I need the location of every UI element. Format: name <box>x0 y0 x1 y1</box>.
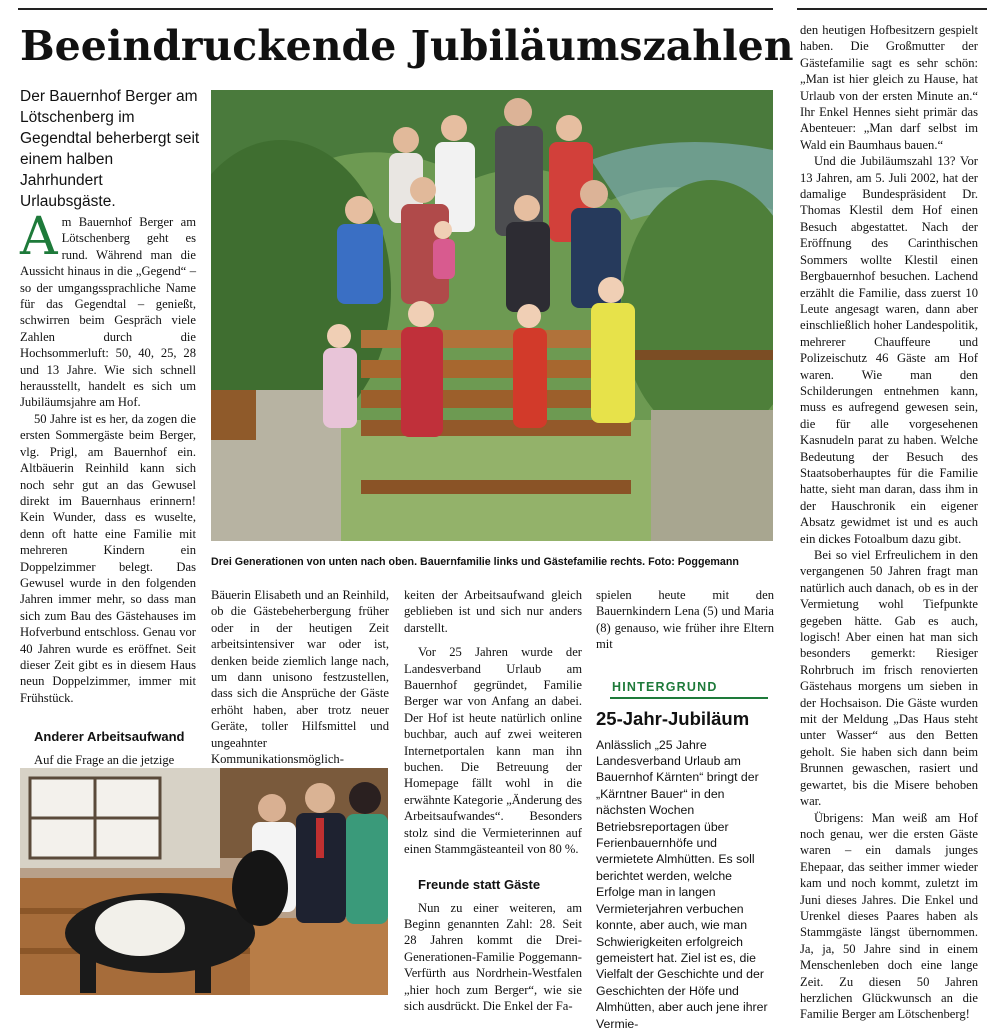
column-5 <box>800 22 978 1023</box>
subhead-freunde: Freunde statt Gäste <box>418 876 541 892</box>
subhead-arbeitsaufwand: Anderer Arbeitsaufwand <box>34 729 185 745</box>
paragraph-text: m Bauernhof Berger am Lötschenberg geht es rund. Während man die Aussicht hinaus in die „Gegend“ – so der umgangssprachliche Name für das Gegendtal – genießt, schwirren beim Gespräch viele Zahlen durch die Hochsommerluft: 50, 40, 25, 28 und 13 Jahre. Wie sich schnell herausstellt, handelt es sich um Jubiläumsjahre am Hof. <box>20 215 196 410</box>
paragraph: spielen heute mit den Bauernkindern Lena (5) und Maria (8) genauso, wie früher ihre Eltern mit <box>596 588 774 652</box>
paragraph: den heutigen Hofbesitzern gespielt haben. Die Großmutter der Gästefamilie sagt es sehr schön: „Man ist hier gleich zu Hause, hat Urlaub von der ersten Minute an.“ Ihr Enkel Hennes sieht primär das Abenteuer: „Man darf selbst im Wald ein Baumhaus bauen.“ <box>800 23 978 152</box>
family-photo-illustration <box>211 90 773 541</box>
pony-photo <box>20 768 388 995</box>
paragraph: Bei so viel Erfreulichem in den vergangenen 50 Jahren fragt man natürlich auch danach, ob es in der Vermietung wohl Tiefpunkte gegeben hätte. Gab es auch, logisch! Aber einen hat man sich besonders gemerkt: Riesiger Rohrbruch im frisch renovierten Gästehaus morgens um sieben in der Hochsaison. Die Gäste wurden mit der Meldung „Das Haus steht unter Wasser“ aus den Betten geholt. Sie haben sich dann beim Brunnen gewaschen, rasiert und gewartet, bis die Misere behoben war. <box>800 548 978 809</box>
family-photo <box>211 90 773 541</box>
column-1 <box>20 207 196 769</box>
paragraph: keiten der Arbeitsaufwand gleich geblieben ist und sich nur anders darstellt. <box>404 588 582 635</box>
top-rule <box>18 0 773 10</box>
photo-caption: Drei Generationen von unten nach oben. Bauernfamilie links und Gästefamilie rechts. Foto: Poggemann <box>211 556 739 568</box>
paragraph: Vor 25 Jahren wurde der Landesverband Urlaub am Bauernhof gegründet, Familie Berger war von Anfang an dabei. Der Hof ist heute natürlich online buchbar, auch auf zwei weiteren Internetportalen kann man ihn buchen. Die Betreuung der Homepage fällt wohl in die erwähnte Kategorie „Änderung des Arbeitsaufwandes“. Besonders stolz sind die Vermieterinnen auf einen Stammgästeanteil von 80 %. <box>404 645 582 857</box>
top-rule-right <box>797 0 987 10</box>
column-2 <box>211 587 389 767</box>
headline: Beeindruckende Jubiläumszahlen <box>20 22 794 70</box>
pony-photo-illustration <box>20 768 388 995</box>
column-4 <box>596 587 774 1032</box>
box-title: 25-Jahr-Jubiläum <box>596 707 750 729</box>
lead-text: Der Bauernhof Berger am Lötschenberg im Gegendtal beherbergt seit einem halben Jahrhundert Urlaubsgäste. <box>20 88 200 210</box>
paragraph: 50 Jahre ist es her, da zogen die ersten Sommergäste beim Berger, vlg. Prigl, am Bauernhof ein. Altbäuerin Reinhild kann sich noch sehr gut an das Gewusel direkt im Bauernhaus erinnern! Kein Wunder, dass es wuselte, denn oft hatte eine Familie mit mehreren Kindern ein Doppelzimmer belegt. Das Gewusel wurde in den folgenden Jahren immer mehr, so dass man sich zum Bau des Gästehauses im Hofverbund entschloss. Genau vor 40 Jahren wurde es eröffnet. Seit dieser Zeit gibt es in diesem Haus neun Doppelzimmer, immer mit Frühstück. <box>20 411 196 705</box>
background-box <box>596 737 774 1032</box>
paragraph: Übrigens: Man weiß am Hof noch genau, wer die ersten Gäste waren – ein damals junges Ehepaar, das seither immer wieder kam und noch kommt, zuletzt im Juni dieses Jahres. Die Enkel und Urenkel dieses Paares haben als Stammgäste längst übernommen. Ja, ja, 50 Jahre sind in einem Menschenleben doch eine lange Zeit. Zu diesen 50 Jahren herzlichen Glückwunsch an die Familie Berger am Lötschenberg! <box>800 810 978 1022</box>
drop-cap: A <box>20 207 58 267</box>
paragraph: Bäuerin Elisabeth und an Reinhild, ob die Gästebeherbergung früher oder in der heutigen Zeit arbeitsintensiver war oder ist, denken beide ziemlich lange nach, um dann unisono festzustellen, dass sich die Ansprüche der Gäste erhöht haben, aber trotz neuer Geräte, toller Hilfsmittel und ungeahnter Kommunikationsmöglich- <box>211 588 389 767</box>
paragraph <box>20 207 196 411</box>
kicker-hintergrund: HINTERGRUND <box>610 679 768 699</box>
column-3 <box>404 587 582 1014</box>
paragraph: Auf die Frage an die jetzige <box>34 753 175 768</box>
paragraph: Nun zu einer weiteren, am Beginn genannten Zahl: 28. Seit 28 Jahren kommt die Drei-Generationen-Familie Poggemann-Verfürth aus Nordrhein-Westfalen „hier hoch zum Berger“, wie sie sich ausdrückt. Die Enkel der Fa- <box>404 900 582 1013</box>
box-text: Anlässlich „25 Jahre Landesverband Urlaub am Bauernhof Kärnten“ bringt der „Kärntner Bauer“ in den nächsten Wochen Betriebsreportagen über Ferienbauernhöfe und vermietete Almhütten. Es soll berichtet werden, welche Erfolge man in langen Vermieterjahren verbuchen konnte, aber auch, wie man Schwierigkeiten erfolgreich gemeistert hat. Ziel ist es, die Vielfalt der Geschichte und der Geschichten der Höfe und Almhütten, aber auch jene ihrer Vermie- <box>596 737 768 1031</box>
paragraph: Und die Jubiläumszahl 13? Vor 13 Jahren, am 5. Juli 2002, hat der damalige Bundespräsident Dr. Thomas Klestil dem Hof einen Besuch abgestattet. Nach der Eröffnung des Carinthischen Sommers wollte Klestil einen Bergbauernhof besuchen. Lachend erzählt die Familie, dass zuerst 10 Leute angesagt waren, dann aber einschließlich hoher Landespolitik, mehrerer Chauffeure und Polizeischutz 46 Gäste am Hof waren. Wie man den Schilderungen entnehmen kann, muss es aufregend gewesen sein, die für alle vorgesehenen Kasnudeln parat zu haben. Welche Bedeutung der Besuch des Staatsoberhauptes für die Familie hatte, sieht man daran, dass ihm in der Hauschronik ein eigener Absatz gewidmet ist und es auch ein dickes Fotoalbum dazu gibt. <box>800 154 978 546</box>
